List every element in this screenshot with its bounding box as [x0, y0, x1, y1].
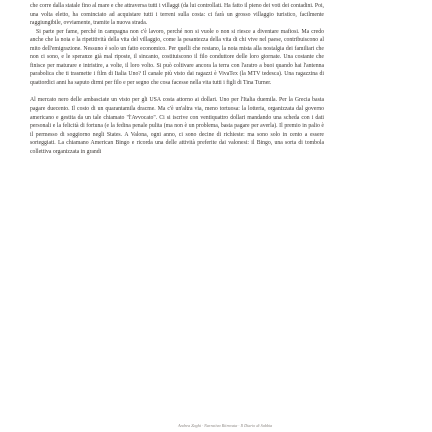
article-body — [30, 2, 324, 156]
paragraph: che corre dalla statale fino al mare e che attraversa tutti i villaggi (da lui controllati. Ha fatto il pieno dei voti dei contadini. Poi, una volta eletto, ha cominciato ad acquistare tutti i terreni sulla costa: ci farà un grosso villaggio turistico, facilmente raggiungibile, ovviamente, tramite la nuova strada. — [30, 3, 324, 27]
paragraph: Al mercato nero delle ambasciate un visto per gli USA costa attorno ai dollari. Uno per l'Italia duemila. Per la Grecia basta pagare duecento. Il costo di un quarantamila dracme. Ma c'è un'altra via, meno tortuosa: la lotteria, organizzata dal governo americano e gestita da un tale chiamato "l'Avvocato". Ci si iscrive con ventiquattro dollari mandando una scheda con i dati personali e la felicità di fortuna (e la fedina penale pulita (ma non è un problema, basta pagare per averla). Il premio in palio è il permesso di soggiorno negli States. A Valona, ogni anno, ci sono decine di richieste: ma sono solo in cento a essere sorteggiati. La chiamano American Bingo e ricorda una delle attività preferite dai valonesi: il Bingo, una sorta di tombola collettiva organizzata in grandi — [30, 97, 324, 155]
section-break — [30, 87, 324, 96]
paragraph: Si parte per fame, perché in campagna non c'è lavoro, perché non si vuole o non si riesce a diventare mafiosi. Ma credo anche che la noia e la ripetitività della vita del villaggio, come la pesantezza della vita di chi vive nel paese, contribuiscono al mito dell'emigrazione. Nessuno è solo un fatto economico. Per quelli che restano, la noia mista alla nostalgia dei familiari che non ci sono, e le speranze già mal riposte, il sincanto, costituiscono il filo conduttore delle loro giornate. Una costante che finisce per maturare e intristire, a volte, il loro volto. Si può coltivare ancora la terra con l'aratro a buoi quando hai l'antenna parabolica che ti trasmette i film di Italia Uno? Il canale più visto dai ragazzi è VivaTex (la MTV tedesca). Una ragazzina di quattordici anni ha saputo dirmi per filo e per segno che cosa facesse nella vita tutti i figli di Tina Turner. — [30, 28, 324, 86]
page-footer: Andrea Zaghi · Narrativa Ritrovata · Il Diario di Sabbia — [178, 423, 273, 428]
